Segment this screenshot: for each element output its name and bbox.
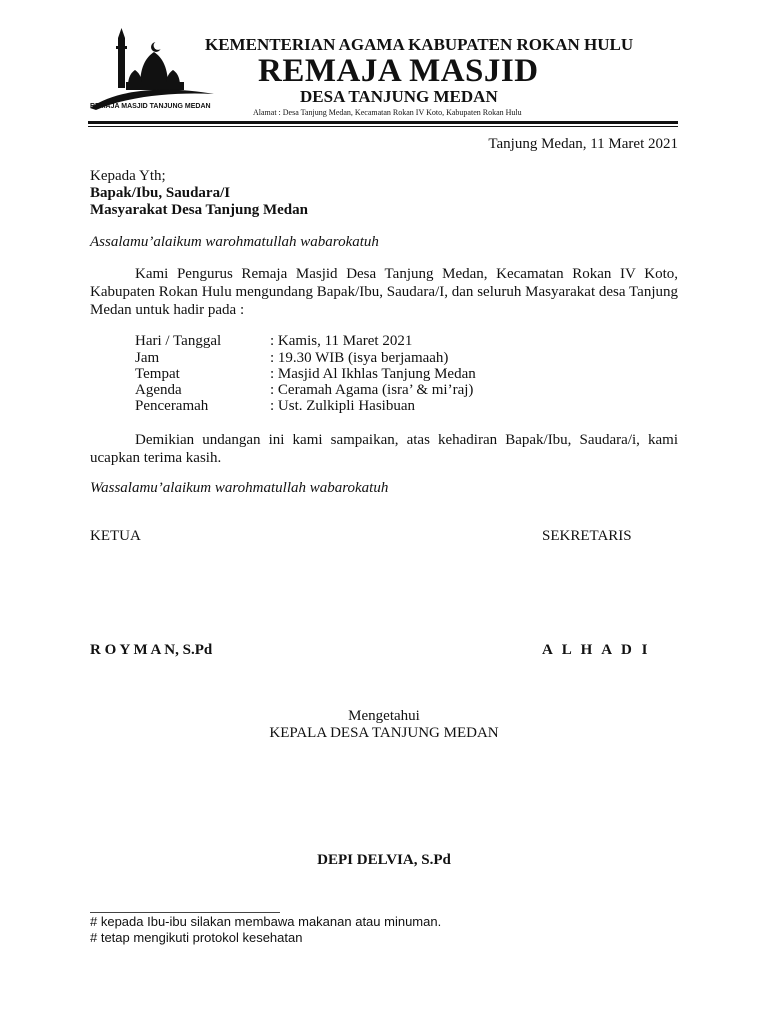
secretary-name: A L H A D I (542, 642, 651, 658)
mosque-logo (88, 26, 216, 116)
detail-label-agenda: Agenda (135, 382, 182, 398)
footnote-divider (90, 912, 280, 913)
opening-paragraph: Kami Pengurus Remaja Masjid Desa Tanjung Medan, Kecamatan Rokan IV Koto, Kabupaten Rokan Hulu mengundang Bapak/Ibu, Saudara/I, dan seluruh Masyarakat desa Tanjung Medan untuk hadir pada : (90, 266, 678, 318)
opening-greeting: Assalamu’alaikum warohmatullah wabarokatuh (90, 234, 379, 250)
detail-value-time: : 19.30 WIB (isya berjamaah) (270, 350, 449, 366)
recipient-line-2: Masyarakat Desa Tanjung Medan (90, 202, 308, 218)
detail-value-date: : Kamis, 11 Maret 2021 (270, 333, 413, 349)
letterhead-divider (88, 121, 678, 124)
detail-label-place: Tempat (135, 366, 180, 382)
village-head-title: KEPALA DESA TANJUNG MEDAN (269, 725, 499, 741)
village-head-name: DEPI DELVIA, S.Pd (317, 852, 451, 868)
recipient-label: Kepada Yth; (90, 168, 166, 184)
detail-label-time: Jam (135, 350, 160, 366)
footnote-2: # tetap mengikuti protokol kesehatan (90, 930, 303, 945)
ministry-heading: KEMENTERIAN AGAMA KABUPATEN ROKAN HULU (205, 35, 634, 54)
footnote-1: # kepada Ibu-ibu silakan membawa makanan atau minuman. (90, 914, 442, 929)
secretary-title: SEKRETARIS (542, 528, 632, 544)
logo-caption: REMAJA MASJID TANJUNG MEDAN (90, 103, 211, 110)
chairman-title: KETUA (90, 528, 141, 544)
recipient-line-1: Bapak/Ibu, Saudara/I (90, 185, 231, 201)
closing-paragraph: Demikian undangan ini kami sampaikan, atas kehadiran Bapak/Ibu, Saudara/i, kami ucapkan terima kasih. (90, 432, 678, 466)
detail-value-speaker: : Ust. Zulkipli Hasibuan (270, 398, 415, 414)
address-line: Alamat : Desa Tanjung Medan, Kecamatan Rokan IV Koto, Kabupaten Rokan Hulu (253, 108, 522, 117)
detail-value-agenda: : Ceramah Agama (isra’ & mi’raj) (270, 382, 474, 398)
place-date: Tanjung Medan, 11 Maret 2021 (488, 136, 678, 152)
closing-greeting: Wassalamu’alaikum warohmatullah wabarokatuh (90, 480, 389, 496)
detail-value-place: : Masjid Al Ikhlas Tanjung Medan (270, 366, 476, 382)
village-heading: DESA TANJUNG MEDAN (300, 87, 498, 106)
chairman-name: R O Y M A N, S.Pd (90, 642, 213, 658)
detail-label-speaker: Penceramah (135, 398, 209, 414)
letterhead-divider-thin (88, 126, 678, 127)
detail-label-date: Hari / Tanggal (135, 333, 222, 349)
organization-name: REMAJA MASJID (258, 53, 539, 89)
acknowledged-label: Mengetahui (348, 708, 420, 724)
